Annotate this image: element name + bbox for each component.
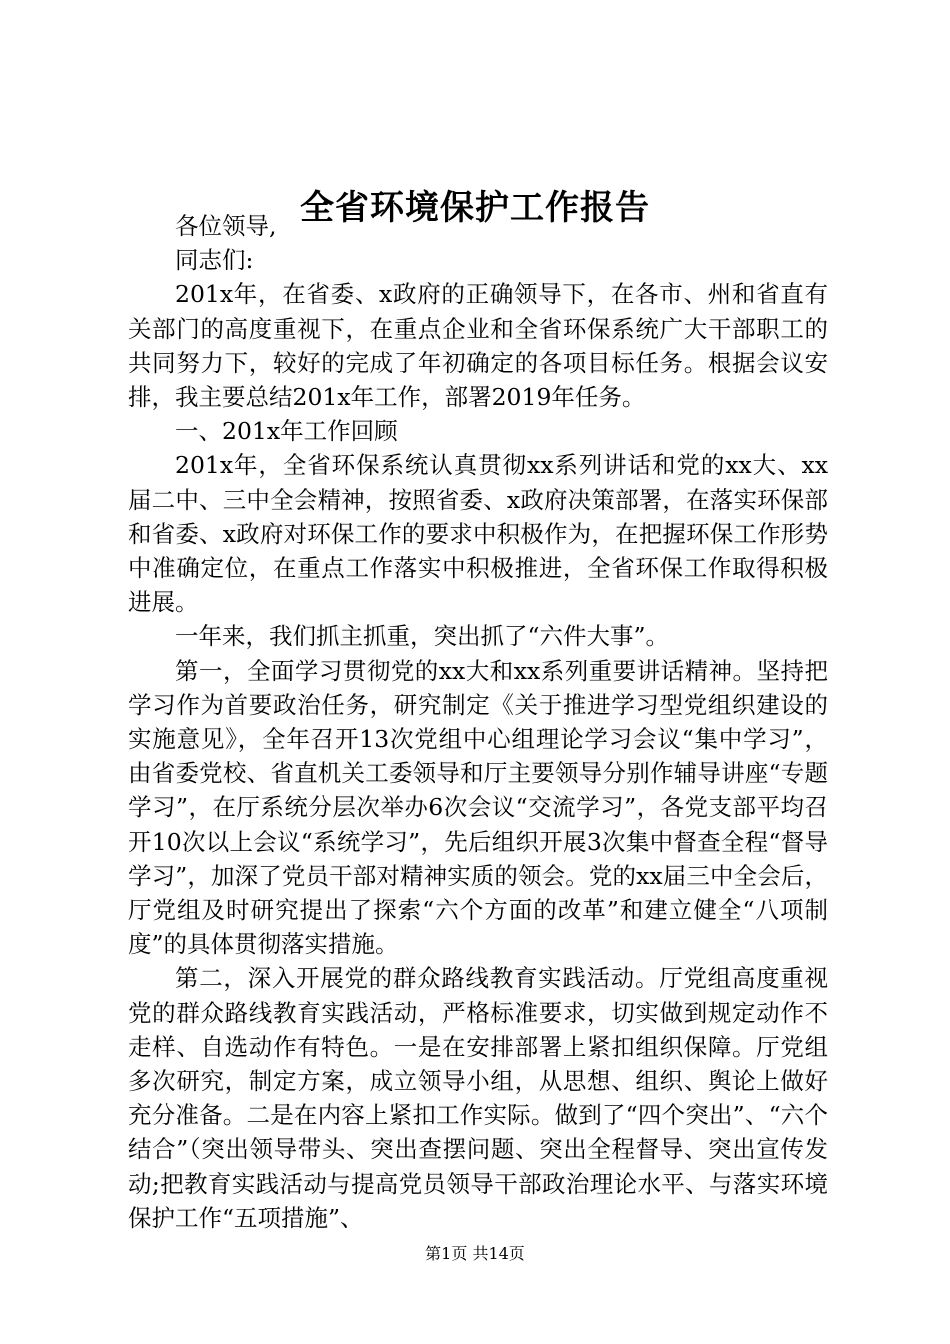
- paragraph-six-events: 一年来，我们抓主抓重，突出抓了“六件大事”。: [175, 622, 670, 651]
- salutation-comrades: 同志们:: [175, 246, 254, 275]
- page-footer: 第1页 共14页: [425, 1244, 525, 1263]
- document-body: [128, 209, 828, 1235]
- document-title: 全省环境保护工作报告: [300, 188, 650, 228]
- salutation-leaders: 各位领导,: [175, 212, 277, 240]
- paragraph-first-item: 第一，全面学习贯彻党的xx大和xx系列重要讲话精神。坚持把学习作为首要政治任务，研究制定《关于推进学习型党组织建设的实施意见》，全年召开13次党组中心组理论学习会议“集中学习”，由省委党校、省直机关工委领导和厅主要领导分别作辅导讲座“专题学习”，在厅系统分层次举办6次会议“交流学习”，各党支部平均召开10次以上会议“系统学习”，先后组织开展3次集中督查全程“督导学习”，加深了党员干部对精神实质的领会。党的xx届三中全会后，厅党组及时研究提出了探索“六个方面的改革”和建立健全“八项制度”的具体贯彻落实措施。: [128, 656, 828, 959]
- paragraph-overview: 201x年，全省环保系统认真贯彻xx系列讲话和党的xx大、xx届二中、三中全会精神，按照省委、x政府决策部署，在落实环保部和省委、x政府对环保工作的要求中积极作为，在把握环保工作形势中准确定位，在重点工作落实中积极推进，全省环保工作取得积极进展。: [128, 451, 828, 617]
- paragraph-intro: 201x年，在省委、x政府的正确领导下，在各市、州和省直有关部门的高度重视下，在重点企业和全省环保系统广大干部职工的共同努力下，较好的完成了年初确定的各项目标任务。根据会议安排，我主要总结201x年工作，部署2019年任务。: [128, 280, 828, 412]
- section-heading-review: 一、201x年工作回顾: [175, 417, 398, 446]
- paragraph-second-item: 第二，深入开展党的群众路线教育实践活动。厅党组高度重视党的群众路线教育实践活动，严格标准要求，切实做到规定动作不走样、自选动作有特色。一是在安排部署上紧扣组织保障。厅党组多次研究，制定方案，成立领导小组，从思想、组织、舆论上做好充分准备。二是在内容上紧扣工作实际。做到了“四个突出”、“六个结合”（突出领导带头、突出查摆问题、突出全程督导、突出宣传发动;把教育实践活动与提高党员领导干部政治理论水平、与落实环境保护工作“五项措施”、: [128, 964, 828, 1232]
